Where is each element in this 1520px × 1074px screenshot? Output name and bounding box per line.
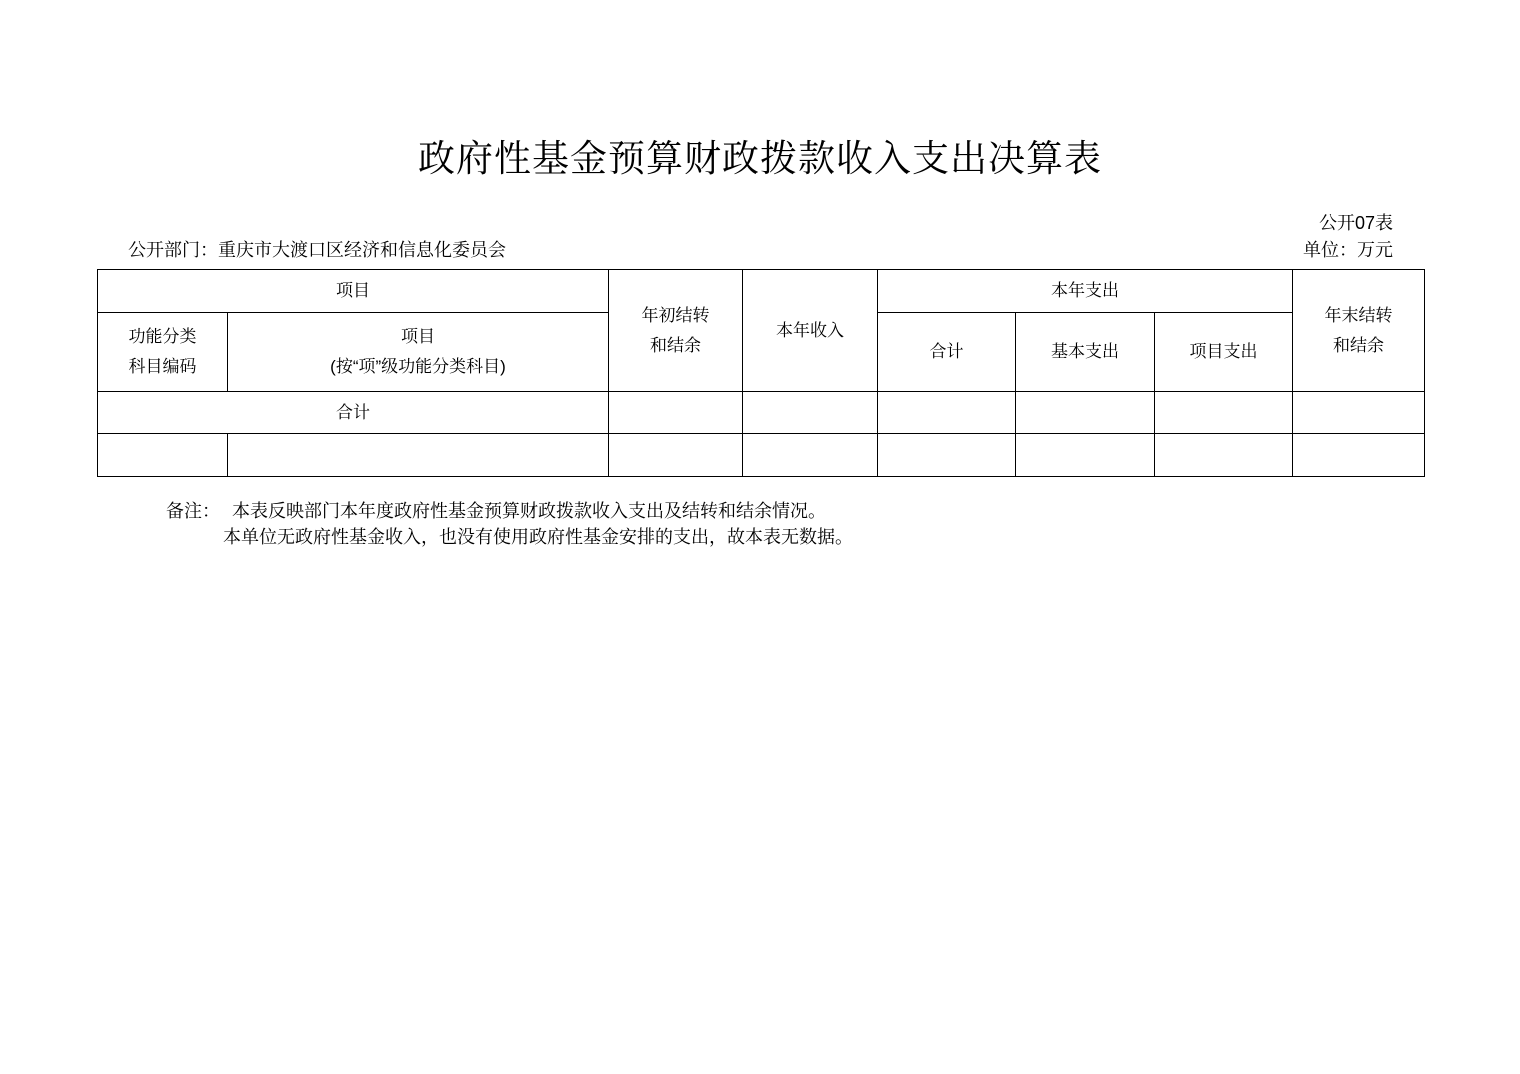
table-cell (1293, 434, 1425, 477)
budget-table (97, 269, 1425, 477)
table-row (98, 434, 1425, 477)
header-project-expense: 项目支出 (1155, 313, 1293, 392)
table-cell (228, 434, 609, 477)
header-closing-balance-line1: 年末结转 (1324, 305, 1393, 325)
header-expense-total: 合计 (878, 313, 1016, 392)
table-cell (1155, 434, 1293, 477)
header-project-group: 项目 (98, 270, 609, 313)
table-cell (1016, 434, 1155, 477)
header-function-code-line1: 功能分类 (128, 327, 197, 346)
table-cell (878, 392, 1016, 434)
department-label: 公开部门：重庆市大渡口区经济和信息化委员会 (128, 240, 506, 260)
unit-label: 单位：万元 (1303, 240, 1393, 260)
table-cell (743, 434, 878, 477)
total-row (98, 392, 1425, 434)
notes (166, 498, 853, 550)
table-cell (1293, 392, 1425, 434)
header-function-code-line2: 科目编码 (128, 357, 197, 376)
header-project-name (228, 313, 609, 392)
header-project-name-line1: 项目 (401, 327, 435, 346)
header-opening-balance (609, 270, 743, 392)
header-current-expense-group: 本年支出 (878, 270, 1293, 313)
header-opening-balance-line1: 年初结转 (641, 305, 710, 325)
notes-line-2 (166, 524, 853, 550)
table-code: 公开07表 (1318, 213, 1393, 233)
table-cell (743, 392, 878, 434)
table-cell (609, 392, 743, 434)
table-cell (609, 434, 743, 477)
header-row-1 (98, 270, 1425, 313)
table-cell (98, 434, 228, 477)
notes-line-1 (166, 498, 853, 524)
page-title: 政府性基金预算财政拨款收入支出决算表 (418, 138, 1102, 179)
header-function-code (98, 313, 228, 392)
table-cell (1155, 392, 1293, 434)
header-current-income: 本年收入 (743, 270, 878, 392)
notes-prefix: 备注： (166, 501, 220, 521)
notes-text-1: 本表反映部门本年度政府性基金预算财政拨款收入支出及结转和结余情况。 (232, 501, 826, 521)
total-row-label: 合计 (98, 392, 609, 434)
header-closing-balance-line2: 和结余 (1333, 335, 1385, 355)
header-project-name-line2: (按“项”级功能分类科目) (330, 357, 506, 376)
header-basic-expense: 基本支出 (1016, 313, 1155, 392)
table-cell (1016, 392, 1155, 434)
notes-text-2: 本单位无政府性基金收入，也没有使用政府性基金安排的支出，故本表无数据。 (223, 527, 853, 547)
header-opening-balance-line2: 和结余 (650, 335, 701, 355)
header-closing-balance (1293, 270, 1425, 392)
table-cell (878, 434, 1016, 477)
